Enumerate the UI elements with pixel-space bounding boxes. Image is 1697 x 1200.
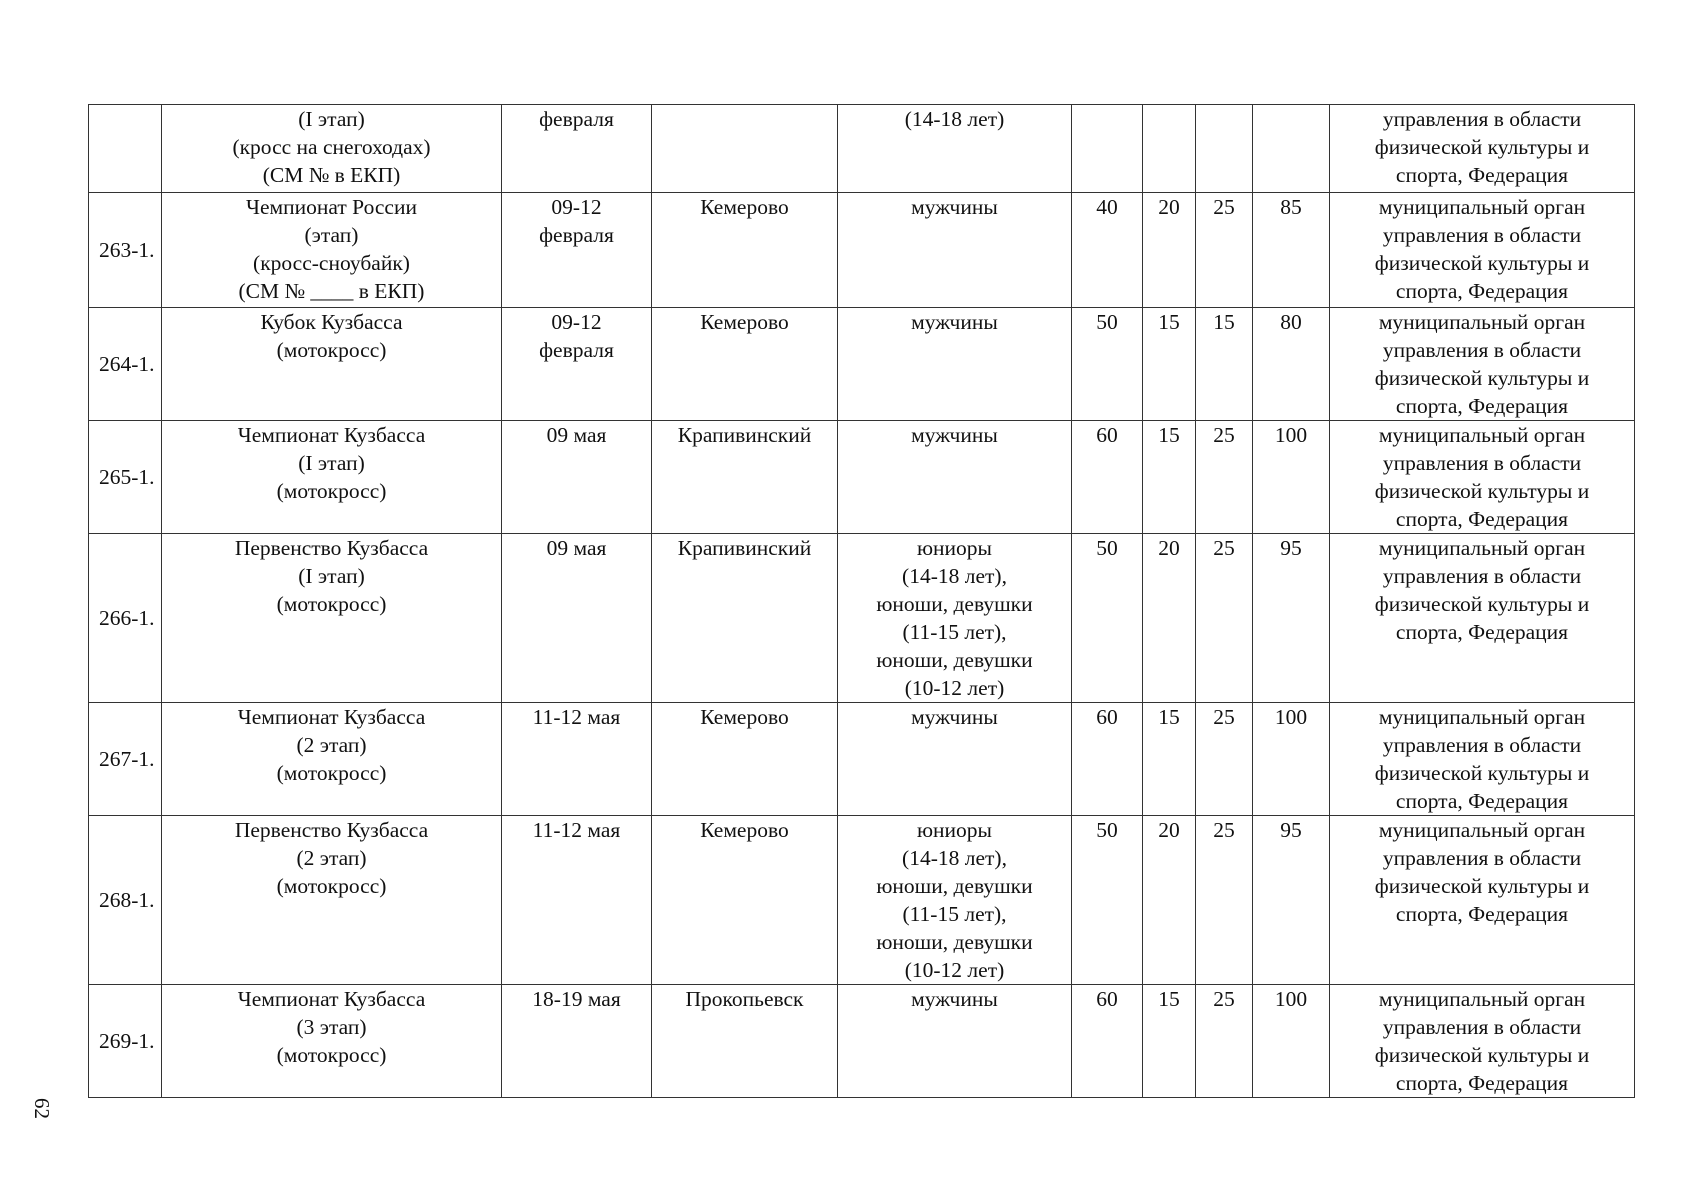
value-col-3: 15 [1196, 308, 1253, 421]
event-name: Чемпионат Кузбасса (3 этап) (мотокросс) [162, 985, 502, 1098]
value-total: 100 [1253, 421, 1330, 534]
value-col-1: 60 [1072, 703, 1143, 816]
value-total: 80 [1253, 308, 1330, 421]
organizer: управления в области физической культуры и спорта, Федерация [1330, 105, 1635, 193]
value-col-2: 20 [1143, 534, 1196, 703]
page-number: 62 [30, 1098, 54, 1119]
value-col-3: 25 [1196, 816, 1253, 985]
event-name: (I этап) (кросс на снегоходах) (СМ № в ЕКП) [162, 105, 502, 193]
participant-category: мужчины [838, 703, 1072, 816]
organizer: муниципальный орган управления в области физической культуры и спорта, Федерация [1330, 985, 1635, 1098]
value-col-2: 15 [1143, 985, 1196, 1098]
event-place: Кемерово [652, 308, 838, 421]
event-place [652, 105, 838, 193]
value-total: 85 [1253, 193, 1330, 308]
event-dates: 11-12 мая [502, 703, 652, 816]
value-total: 95 [1253, 534, 1330, 703]
event-name: Чемпионат Кузбасса (2 этап) (мотокросс) [162, 703, 502, 816]
value-col-2: 20 [1143, 816, 1196, 985]
table-row [89, 703, 1635, 816]
organizer: муниципальный орган управления в области физической культуры и спорта, Федерация [1330, 816, 1635, 985]
event-dates: 18-19 мая [502, 985, 652, 1098]
table-row [89, 105, 1635, 193]
row-number: 268-1. [89, 816, 162, 985]
table-row [89, 421, 1635, 534]
value-col-3: 25 [1196, 703, 1253, 816]
event-dates: 09-12 февраля [502, 308, 652, 421]
value-col-3: 25 [1196, 193, 1253, 308]
value-col-3: 25 [1196, 534, 1253, 703]
event-name: Первенство Кузбасса (2 этап) (мотокросс) [162, 816, 502, 985]
value-col-3: 25 [1196, 985, 1253, 1098]
value-col-1: 50 [1072, 534, 1143, 703]
value-col-2: 15 [1143, 421, 1196, 534]
value-col-2: 20 [1143, 193, 1196, 308]
value-col-3: 25 [1196, 421, 1253, 534]
event-dates: 09 мая [502, 534, 652, 703]
table-row [89, 816, 1635, 985]
table-row [89, 534, 1635, 703]
table-row [89, 193, 1635, 308]
row-number [89, 105, 162, 193]
participant-category: мужчины [838, 193, 1072, 308]
organizer: муниципальный орган управления в области физической культуры и спорта, Федерация [1330, 193, 1635, 308]
event-name: Чемпионат Кузбасса (I этап) (мотокросс) [162, 421, 502, 534]
value-col-2: 15 [1143, 308, 1196, 421]
event-place: Прокопьевск [652, 985, 838, 1098]
participant-category: мужчины [838, 421, 1072, 534]
participant-category: (14-18 лет) [838, 105, 1072, 193]
value-total: 100 [1253, 703, 1330, 816]
table-row [89, 308, 1635, 421]
row-number: 269-1. [89, 985, 162, 1098]
event-dates: 09 мая [502, 421, 652, 534]
row-number: 264-1. [89, 308, 162, 421]
events-table [88, 104, 1635, 1098]
value-col-1: 60 [1072, 421, 1143, 534]
value-col-2: 15 [1143, 703, 1196, 816]
value-col-1: 50 [1072, 816, 1143, 985]
value-total: 100 [1253, 985, 1330, 1098]
event-place: Крапивинский [652, 534, 838, 703]
value-col-1 [1072, 105, 1143, 193]
event-dates: 09-12 февраля [502, 193, 652, 308]
value-col-3 [1196, 105, 1253, 193]
table-row [89, 985, 1635, 1098]
value-col-1: 50 [1072, 308, 1143, 421]
row-number: 267-1. [89, 703, 162, 816]
organizer: муниципальный орган управления в области физической культуры и спорта, Федерация [1330, 421, 1635, 534]
value-col-1: 40 [1072, 193, 1143, 308]
event-place: Кемерово [652, 816, 838, 985]
organizer: муниципальный орган управления в области физической культуры и спорта, Федерация [1330, 534, 1635, 703]
event-dates: февраля [502, 105, 652, 193]
row-number: 265-1. [89, 421, 162, 534]
value-total: 95 [1253, 816, 1330, 985]
event-place: Кемерово [652, 703, 838, 816]
organizer: муниципальный орган управления в области физической культуры и спорта, Федерация [1330, 308, 1635, 421]
row-number: 263-1. [89, 193, 162, 308]
event-name: Чемпионат России (этап) (кросс-сноубайк) (СМ № ____ в ЕКП) [162, 193, 502, 308]
participant-category: юниоры (14-18 лет), юноши, девушки (11-15 лет), юноши, девушки (10-12 лет) [838, 816, 1072, 985]
event-place: Крапивинский [652, 421, 838, 534]
value-col-1: 60 [1072, 985, 1143, 1098]
event-name: Кубок Кузбасса (мотокросс) [162, 308, 502, 421]
event-place: Кемерово [652, 193, 838, 308]
participant-category: мужчины [838, 985, 1072, 1098]
participant-category: юниоры (14-18 лет), юноши, девушки (11-15 лет), юноши, девушки (10-12 лет) [838, 534, 1072, 703]
value-col-2 [1143, 105, 1196, 193]
row-number: 266-1. [89, 534, 162, 703]
organizer: муниципальный орган управления в области физической культуры и спорта, Федерация [1330, 703, 1635, 816]
value-total [1253, 105, 1330, 193]
participant-category: мужчины [838, 308, 1072, 421]
event-name: Первенство Кузбасса (I этап) (мотокросс) [162, 534, 502, 703]
event-dates: 11-12 мая [502, 816, 652, 985]
